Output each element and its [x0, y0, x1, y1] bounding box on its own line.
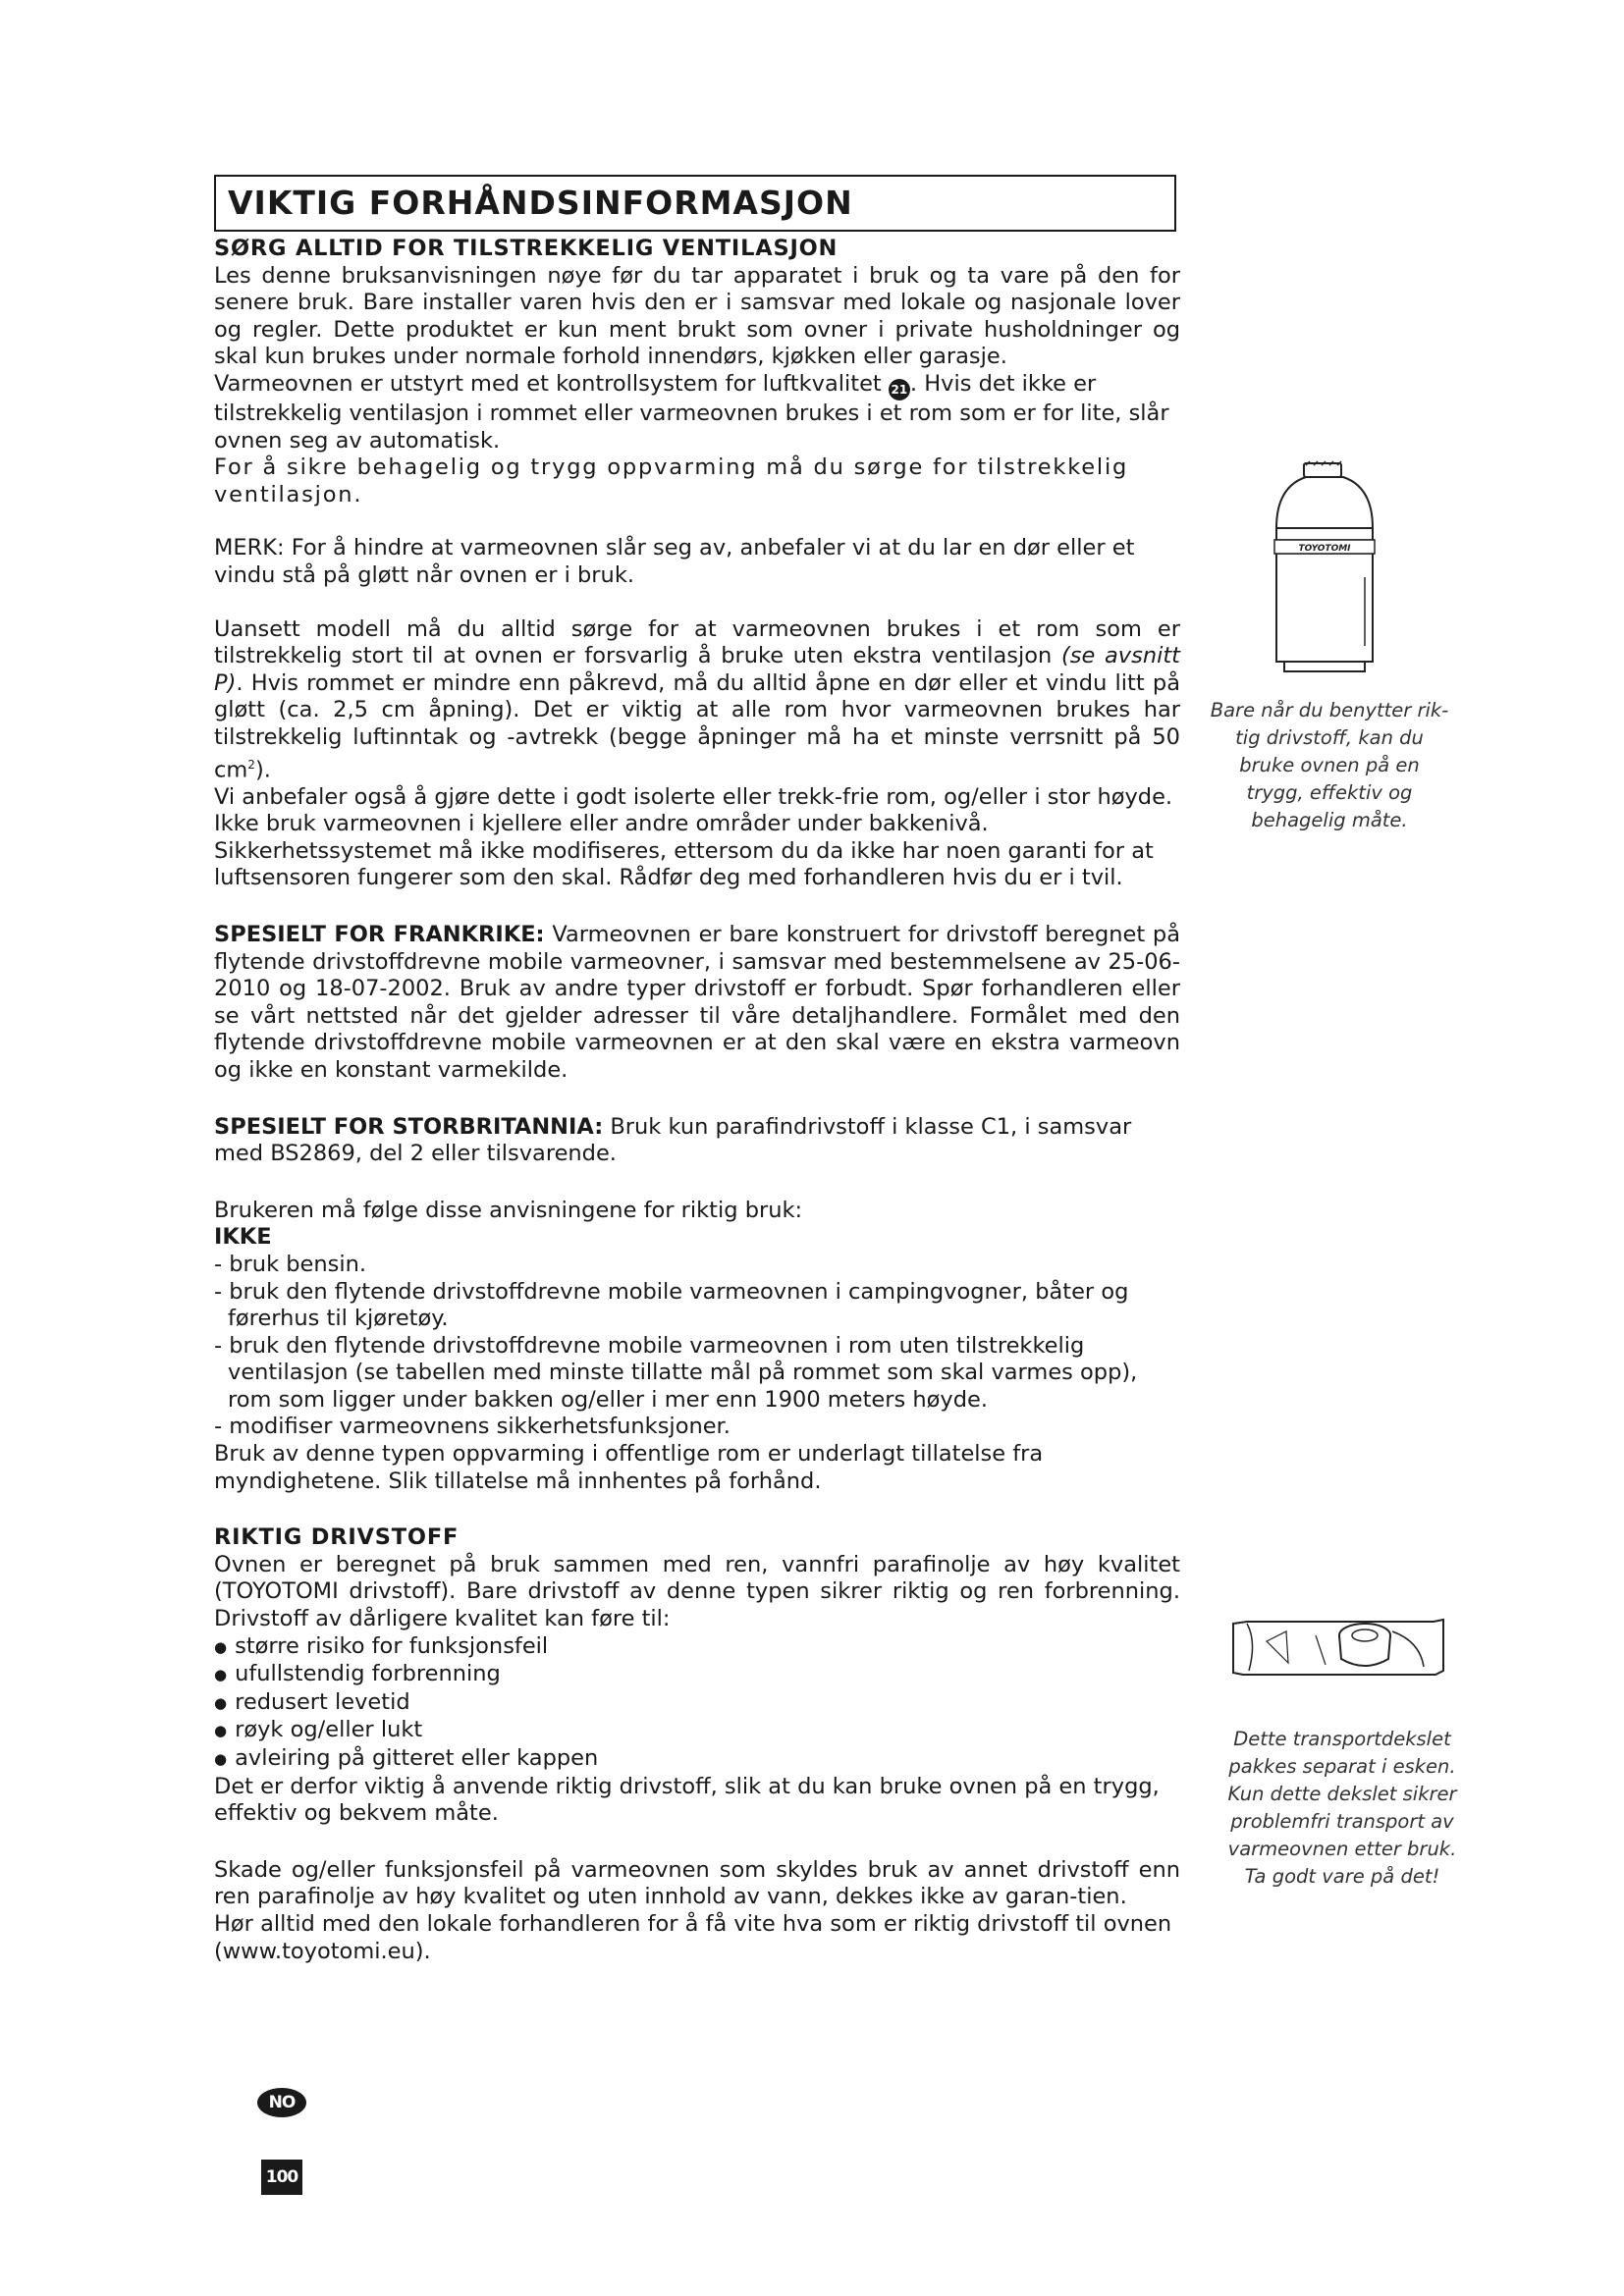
page-title: VIKTIG FORHÅNDSINFORMASJON — [214, 175, 1176, 232]
list-item: - bruk den flytende drivstoffdrevne mobile varmeovnen i campingvogner, båter og førerhus til kjøretøy. — [214, 1278, 1129, 1332]
fuel-heading: RIKTIG DRIVSTOFF — [214, 1524, 460, 1551]
fuel-conclusion: Det er derfor viktig å anvende riktig drivstoff, slik at du kan bruke ovnen på en trygg, effektiv og bekvem måte. — [214, 1773, 1160, 1827]
public-paragraph: Bruk av denne typen oppvarming i offentlige rom er underlagt tillatelse fra myndighetene. Slik tillatelse må innhentes på forhånd. — [214, 1441, 1044, 1494]
uk-paragraph: SPESIELT FOR STORBRITANNIA: Bruk kun parafindrivstoff i klasse C1, i samsvar med BS2869, del 2 eller tilsvarende. — [214, 1113, 1132, 1167]
donot-list — [214, 1252, 1180, 1441]
donot-heading: IKKE — [214, 1224, 272, 1251]
fuel-bullet-list — [214, 1633, 1180, 1774]
safety-paragraph: Sikkerhetssystemet må ikke modifiseres, ettersom du da ikke har noen garanti for at luftsensoren fungerer som den skal. Rådfør deg med forhandleren hvis du er i tvil. — [214, 837, 1154, 891]
room-paragraph: Uansett modell må du alltid sørge for at varmeovnen brukes i et rom som er tilstrekkelig stort til at ovnen er forsvarlig å bruke uten ekstra ventilasjon (se avsnitt P). Hvis rommet er mindre enn påkrevd, må du alltid åpne en dør eller et vindu litt på gløtt (ca. 2,5 cm åpning). Det er viktig at alle rom hvor varmeovnen brukes har tilstrekkelig luftinntak og -avtrekk (begge åpninger må ha et minste verrsnitt på 50 $cm^2$). — [214, 615, 1181, 782]
cover-caption: Dette transportdekslet pakkes separat i esken. Kun dette dekslet sikrer problemfri transport av varmeovnen etter bruk. Ta godt vare på det! — [1227, 1728, 1457, 1888]
can-brand-label: TOYOTOMI — [1298, 544, 1351, 554]
list-item: ● ufullstendig forbrenning — [214, 1661, 1180, 1689]
control-paragraph: Varmeovnen er utstyrt med et kontrollsystem for luftkvalitet 21 . Hvis det ikke er tilstrekkelig ventilasjon i rommet eller varmeovnen brukes i et rom som er for lite, slår ovnen seg av automatisk. — [214, 370, 1169, 454]
list-item: - modifiser varmeovnens sikkerhetsfunksjoner. — [214, 1414, 731, 1440]
comfort-paragraph: For å sikre behagelig og trygg oppvarming må du sørge for tilstrekkelig ventilasjon. — [214, 454, 1129, 507]
fuel-can-illustration — [1267, 459, 1382, 675]
list-item: ● røyk og/eller lukt — [214, 1717, 1180, 1745]
list-item: ● større risiko for funksjonsfeil — [214, 1633, 1180, 1662]
language-badge: NO — [257, 2088, 306, 2117]
transport-cover-illustration — [1227, 1602, 1449, 1692]
fuel-caption: Bare når du benytter rik- tig drivstoff, kan du bruke ovnen på en trygg, effektiv og behagelig måte. — [1210, 699, 1449, 831]
damage-paragraph: Skade og/eller funksjonsfeil på varmeovnen som skyldes bruk av annet drivstoff enn ren parafinolje av høy kvalitet og uten innhold av vann, dekkes ikke av garan-tien. — [214, 1856, 1180, 1910]
france-paragraph: SPESIELT FOR FRANKRIKE: Varmeovnen er bare konstruert for drivstoff beregnet på flytende drivstoffdrevne mobile varmeovner, i samsvar med bestemmelsene av 25-06-2010 og 18-07-2002. Bruk av andre typer drivstoff er forbudt. Spør forhandleren eller se vårt nettsted når det gjelder adresser til våre detaljhandlere. Formålet med den flytende drivstoffdrevne mobile varmeovnen er at den skal være en ekstra varmeovn og ikke en konstant varmekilde. — [214, 921, 1180, 1083]
usage-intro: Brukeren må følge disse anvisningene for riktig bruk: — [214, 1197, 803, 1223]
dealer-paragraph: Hør alltid med den lokale forhandleren for å få vite hva som er riktig drivstoff til ovnen (www.toyotomi.eu). — [214, 1910, 1172, 1964]
reference-21-icon: 21 — [889, 379, 910, 400]
ventilation-heading: SØRG ALLTID FOR TILSTREKKELIG VENTILASJON — [214, 236, 839, 261]
note-paragraph: MERK: For å hindre at varmeovnen slår seg av, anbefaler vi at du lar en dør eller et vindu stå på gløtt når ovnen er i bruk. — [214, 535, 1135, 588]
list-item: - bruk den flytende drivstoffdrevne mobile varmeovnen i rom uten tilstrekkelig ventilasjon (se tabellen med minste tillatte mål på rommet som skal varmes opp), rom som ligger under bakken og/eller i mer enn 1900 meters høyde. — [214, 1332, 1138, 1413]
list-item: ● avleiring på gitteret eller kappen — [214, 1745, 1180, 1774]
list-item: ● redusert levetid — [214, 1689, 1180, 1718]
ventilation-intro: Les denne bruksanvisningen nøye før du tar apparatet i bruk og ta vare på den for senere bruk. Bare installer varen hvis den er i samsvar med lokale og nasjonale lover og regler. Dette produktet er kun ment brukt som ovner i private husholdninger og skal kun brukes under normale forhold innendørs, kjøkken eller garasje. — [214, 262, 1180, 370]
page-number: 100 — [261, 2160, 302, 2195]
main-content — [214, 175, 1180, 1965]
fuel-intro: Ovnen er beregnet på bruk sammen med ren, vannfri parafinolje av høy kvalitet (TOYOTOMI drivstoff). Bare drivstoff av denne typen sikrer riktig og ren forbrenning. Drivstoff av dårligere kvalitet kan føre til: — [214, 1551, 1180, 1632]
list-item: - bruk bensin. — [214, 1251, 367, 1277]
recommend-paragraph: Vi anbefaler også å gjøre dette i godt isolerte eller trekk-frie rom, og/eller i stor høyde. Ikke bruk varmeovnen i kjellere eller andre områder under bakkenivå. — [214, 783, 1173, 837]
